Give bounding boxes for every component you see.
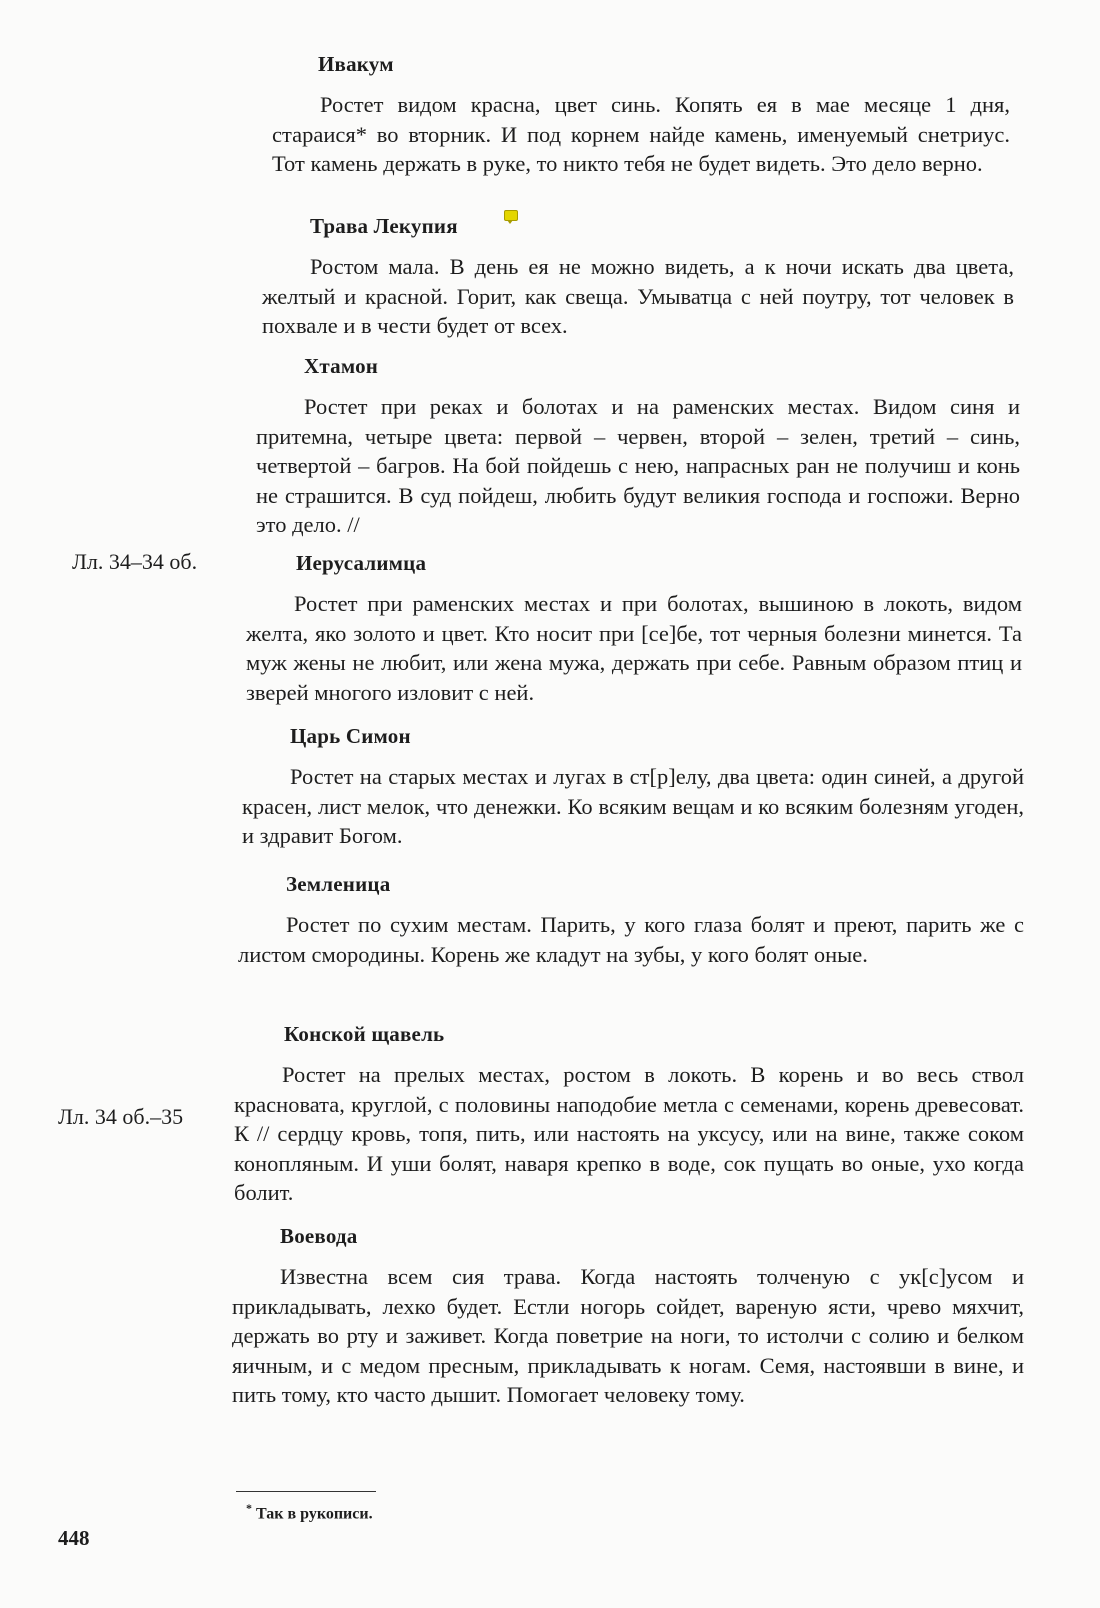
entry-trava-lekupiya <box>262 214 1014 341</box>
entry-ierusalimtsa <box>246 551 1022 707</box>
entry-text: Ростет на старых местах и лугах в ст[р]елу, два цвета: один синей, а другой красен, лист мелок, что денежки. Ко всяким вещам и ко всяким болезням угоден, и здравит Богом. <box>242 764 1024 848</box>
entry-title: Хтамон <box>304 354 379 378</box>
entry-text: Ростет на прелых местах, ростом в локоть. В корень и во весь ствол красновата, круглой, с половины наподобие метла с семенами, корень древесоват. К // сердцу кровь, топя, пить, или настоять на уксусу, или на вине, также соком конопляным. И уши болят, наваря крепко в воде, сок пущать во оные, ухо когда болит. <box>234 1062 1024 1205</box>
entry-text: Ростет по сухим местам. Парить, у кого глаза болят и преют, парить же с листом смородины. Корень же кладут на зубы, у кого болят оные. <box>238 912 1024 967</box>
entry-text: Ростом мала. В день ея не можно видеть, а к ночи искать два цвета, желтый и красной. Горит, как свеща. Умыватца с ней поутру, тот человек в похвале и в чести будет от всех. <box>262 254 1014 338</box>
entry-title: Конской щавель <box>284 1022 445 1046</box>
entry-text: Ростет видом красна, цвет синь. Копять ея в мае месяце 1 дня, стараися* во вторник. И под корнем найде камень, именуемый снетриус. Тот камень держать в руке, то никто тебя не будет видеть. Это дело верно. <box>272 92 1010 176</box>
footnote-divider <box>236 1491 376 1492</box>
footnote-mark: * <box>246 1501 252 1515</box>
margin-note-folio: Лл. 34 об.–35 <box>58 1104 184 1129</box>
footnote-text: Так в рукописи. <box>256 1505 373 1523</box>
entry-text: Известна всем сия трава. Когда настоять толченую с ук[с]усом и прикладывать, лехко будет. Естли ногорь сойдет, вареную ясти, чрево мяхчит, держать во рту и заживет. Когда поветрие на ноги, то истолчи с солию и белком яичным, и с медом пресным, прикладывать к ногам. Семя, настоявши в вине, и пить тому, кто часто дышит. Помогает человеку тому. <box>232 1264 1024 1407</box>
margin-note-folio: Лл. 34–34 об. <box>72 549 198 574</box>
entry-text: Ростет при раменских местах и при болотах, вышиною в локоть, видом желта, яко золото и цвет. Кто носит при [се]бе, тот черныя болезни минется. Та муж жены не любит, или жена мужа, держать при себе. Равным образом птиц и зверей многого изловит с ней. <box>246 591 1022 705</box>
entry-zemlenitsa <box>238 872 1024 969</box>
entry-tsar-simon <box>242 724 1024 851</box>
entry-text: Ростет при реках и болотах и на раменских местах. Видом синя и притемна, четыре цвета: первой – червен, второй – зелен, третий – синь, четвертой – багров. На бой пойдешь с нею, напрасных ран не получиш и конь не страшится. В суд пойдеш, любить будут великия господа и госпожи. Верно это дело. // <box>256 394 1020 537</box>
entry-voevoda <box>232 1224 1024 1410</box>
entry-konskoy-shchavel <box>234 1022 1024 1208</box>
entry-ivakum <box>272 52 1010 179</box>
footnote <box>246 1501 373 1523</box>
entry-title: Земленица <box>286 872 391 896</box>
entry-title: Трава Лекупия <box>310 214 458 238</box>
entry-title: Ивакум <box>318 52 394 76</box>
entry-title: Царь Симон <box>290 724 411 748</box>
page-number: 448 <box>58 1526 90 1550</box>
entry-title: Иерусалимца <box>296 551 427 575</box>
entry-title: Воевода <box>280 1224 358 1248</box>
entry-khtamon <box>256 354 1020 540</box>
